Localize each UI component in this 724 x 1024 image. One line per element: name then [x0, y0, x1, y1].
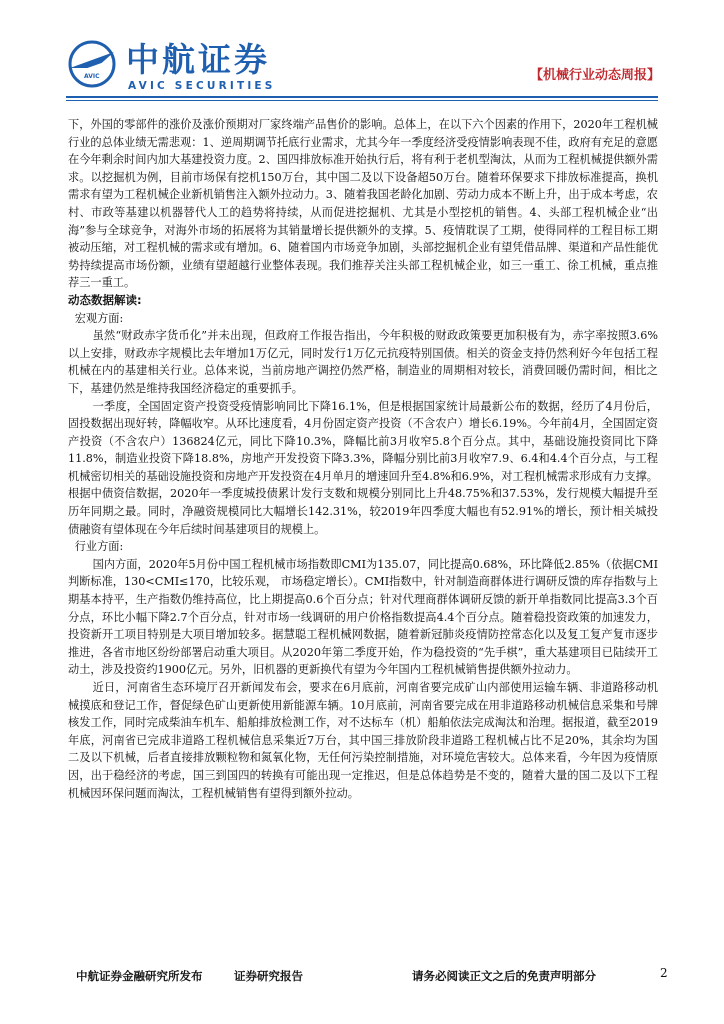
page-header [0, 0, 724, 108]
footer-publisher: 中航证券金融研究所发布 [76, 969, 203, 983]
logo-mark-text: AVIC [84, 73, 100, 80]
macro-label: 宏观方面: [74, 311, 124, 325]
brand-name-cn: 中航证券 [126, 40, 270, 79]
header-divider [66, 96, 658, 98]
paragraph-investment: 一季度，全国固定资产投资受疫情影响同比下降16.1%，但是根据国家统计局最新公布的数据，经历了4月份后，固投数据出现好转，降幅收窄。从环比速度看，4月份固定资产投资（不含农户）增长6.19%。今年前4月，全国固定资产投资（不含农户）136824亿元，同比下降10.3%，降幅比前3月收窄5.8个百分点。其中，基础设施投资同比下降11.8%，制造业投资下降18.8%，房地产开发投资下降3.3%，降幅分别比前3月收窄7.9、6.4和4.4个百分点，与工程机械密切相关的基础设施投资和房地产开发投资在4月单月的增速回升至4.8%和6.9%，对工程机械需求形成有力支撑。根据中债资信数据，2020年一季度城投债累计发行支数和规模分别同比上升48.75%和37.53%，发行规模大幅提升至历年同期之最。同时，净融资规模同比大幅增长142.31%，较2019年四季度大幅也有52.91%的增长，预计相关城投债融资有望体现在今年后续时间基建项目的规模上。 [68, 399, 658, 536]
header-divider-thin [66, 100, 658, 101]
paragraph-fiscal: 虽然“财政赤字货币化”并未出现，但政府工作报告指出，今年积极的财政政策要更加积极有为，赤字率按照3.6%以上安排，财政赤字规模比去年增加1万亿元，同时发行1万亿元抗疫特别国债。相关的资金支持仍然利好今年包括工程机械在内的基建相关行业。总体来说，当前房地产调控仍然严格，制造业的周期相对较长，消费回暖仍需时间，相比之下，基建仍然是维持我国经济稳定的重要抓手。 [68, 329, 658, 395]
brand-name-en: AVIC SECURITIES [128, 80, 276, 92]
report-body [68, 116, 658, 802]
page-number: 2 [660, 966, 668, 980]
paragraph-cmi: 国内方面，2020年5月份中国工程机械市场指数即CMI为135.07，同比提高0.68%，环比降低2.85%（依据CMI判断标准，130<CMI≤170，比较乐观， 市场稳定增长）。CMI指数中，针对制造商群体进行调研反馈的库存指数与上期基本持平，生产指数仍维持高位，比上期提高0.6个百分点；针对代理商群体调研反馈的新开单指数同比提高3.3个百分点，环比小幅下降2.7个百分点，针对市场一线调研的用户价格指数提高4.4个百分点。随着稳投资政策的加速发力，投资新开工项目特别是大项目增加较多。据慧聪工程机械网数据，随着新冠肺炎疫情防控常态化以及复工复产复市逐步推进，各省市地区纷纷部署启动重大项目。从2020年第二季度开始，作为稳投资的“先手棋”，重大基建项目已陆续开工动土，涉及投资约1900亿元。另外，旧机器的更新换代有望为今年国内工程机械销售提供额外拉动力。 [68, 557, 658, 677]
footer-report-type: 证券研究报告 [234, 969, 303, 983]
page-footer [0, 960, 724, 1000]
footer-disclaimer: 请务必阅读正文之后的免责声明部分 [412, 969, 596, 983]
section-title: 动态数据解读: [68, 292, 142, 307]
avic-wing-logo-icon [66, 38, 118, 88]
paragraph-henan: 近日，河南省生态环境厅召开新闻发布会，要求在6月底前，河南省要完成矿山内部使用运输车辆、非道路移动机械摸底和登记工作，督促绿色矿山更新使用新能源车辆。10月底前，河南省要完成在用非道路移动机械信息采集和号牌核发工作，同时完成柴油车机车、船舶排放检测工作，对不达标车（机）船舶依法完成淘汰和治理。据报道，截至2019年底，河南省已完成非道路工程机械信息采集近7万台，其中国三排放阶段非道路工程机械占比不足20%，其余均为国二及以下机械，后者直接排放颗粒物和氮氧化物，无任何污染控制措施，对环境危害较大。总体来看，今年因为疫情原因，出于稳经济的考虑，国三到国四的转换有可能出现一定推迟，但是总体趋势是不变的，随着大量的国二及以下工程机械因环保问题而淘汰，工程机械销售有望得到额外拉动。 [68, 681, 658, 800]
paragraph-outlook: 下，外国的零部件的涨价及涨价预期对厂家终端产品售价的影响。总体上，在以下六个因素的作用下，2020年工程机械行业的总体业绩无需悲观：1、逆周期调节托底行业需求，尤其今年一季度经济受疫情影响表现不佳，政府有充足的意愿在今年剩余时间内加大基建投资力度。2、国四排放标准开始执行后，将有利于老机型淘汰，从而为工程机械提供额外需求。以挖掘机为例，目前市场保有挖机150万台，其中国二及以下设备超50万台。随着环保要求下排放标准提高，换机需求有望为工程机械企业新机销售注入额外拉动力。3、随着我国老龄化加剧、劳动力成本不断上升，出于成本考虑，农村、市政等基建以机器替代人工的趋势将持续，从而促进挖掘机、尤其是小型挖机的销售。4、头部工程机械企业“出海”参与全球竞争，对海外市场的拓展将为其销量增长提供额外的支撑。5、疫情耽误了工期，使得同样的工程目标工期被动压缩，对工程机械的需求或有增加。6、随着国内市场竞争加剧，头部挖掘机企业有望凭借品牌、渠道和产品性能优势持续提高市场份额，业绩有望超越行业整体表现。我们推荐关注头部工程机械企业，如三一重工、徐工机械，重点推荐三一重工。 [68, 118, 658, 290]
report-category-tag: 【机械行业动态周报】 [529, 68, 660, 83]
industry-label: 行业方面: [74, 540, 124, 554]
